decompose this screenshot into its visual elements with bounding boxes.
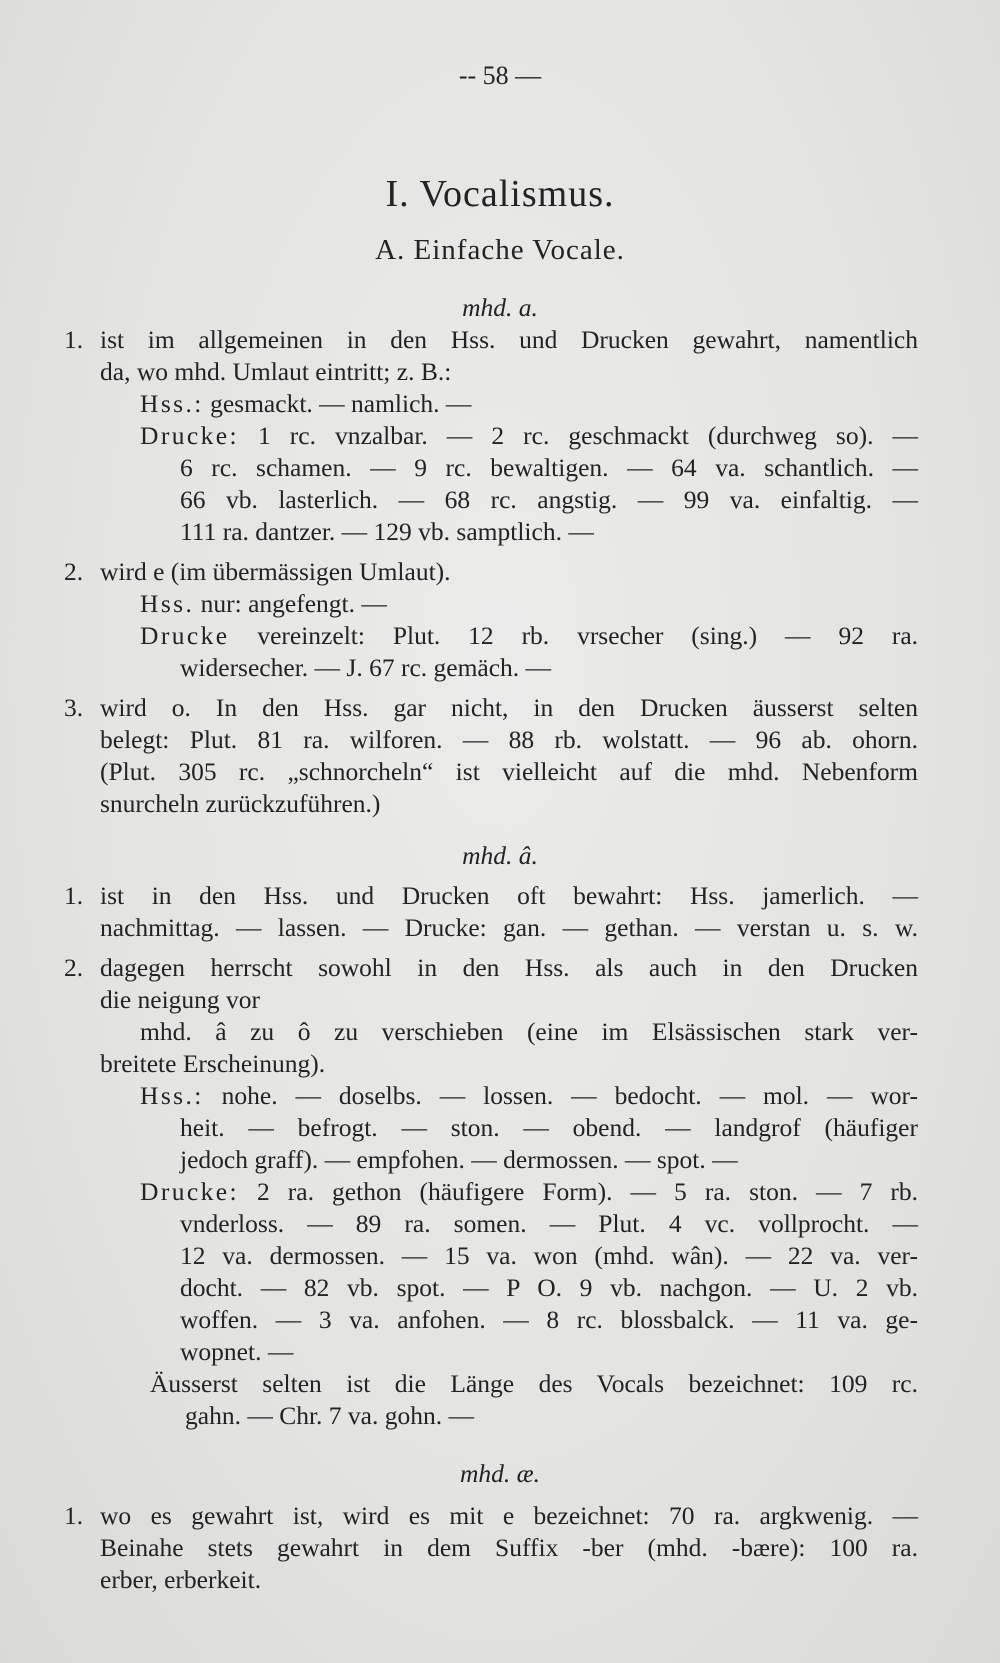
paragraph-line: mhd. â zu ô zu verschieben (eine im Elsässischen stark ver- [140, 1017, 918, 1046]
sublist-text: 2 ra. gethon (häufigere Form). — 5 ra. ston. — 7 rb. [257, 1177, 918, 1206]
item-number: 2. [64, 557, 84, 586]
paragraph-line: (Plut. 305 rc. „schnorcheln“ ist vielleicht auf die mhd. Nebenform [100, 757, 918, 786]
paragraph-line: gahn. — Chr. 7 va. gohn. — [185, 1401, 474, 1430]
paragraph-line: ist im allgemeinen in den Hss. und Drucken gewahrt, namentlich [100, 325, 918, 354]
item-number: 2. [64, 953, 84, 982]
sublist-label: Hss.: [140, 1081, 204, 1110]
sublist-line: 111 ra. dantzer. — 129 vb. samptlich. — [180, 517, 594, 546]
section-heading-a-long: mhd. â. [462, 841, 538, 870]
item-number: 1. [64, 1501, 84, 1530]
paragraph-line: nachmittag. — lassen. — Drucke: gan. — gethan. — verstan u. s. w. [100, 913, 918, 942]
paragraph-line: breitete Erscheinung). [100, 1049, 326, 1078]
item-number: 1. [64, 325, 84, 354]
page-number: -- 58 — [458, 61, 542, 90]
sublist-label: Drucke: [140, 421, 239, 450]
paragraph-line: ist in den Hss. und Drucken oft bewahrt: Hss. jamerlich. — [100, 881, 918, 910]
sublist-line [140, 388, 471, 420]
sublist-line: woffen. — 3 va. anfohen. — 8 rc. blossbalck. — 11 va. ge- [180, 1305, 918, 1334]
sublist-label: Drucke: [140, 1177, 239, 1206]
paragraph-line: wo es gewahrt ist, wird es mit e bezeichnet: 70 ra. argkwenig. — [100, 1501, 918, 1530]
sublist-line: 12 va. dermossen. — 15 va. won (mhd. wân). — 22 va. ver- [180, 1241, 918, 1270]
section-heading-a: mhd. a. [462, 293, 538, 322]
sublist-text: 1 rc. vnzalbar. — 2 rc. geschmackt (durchweg so). — [258, 421, 919, 450]
paragraph-line: dagegen herrscht sowohl in den Hss. als auch in den Drucken [100, 953, 918, 982]
sublist-label: Drucke [140, 621, 230, 650]
section-subtitle: A. Einfache Vocale. [375, 234, 625, 266]
paragraph-line: die neigung vor [100, 985, 261, 1014]
sublist-text: vereinzelt: Plut. 12 rb. vrsecher (sing.) — 92 ra. [257, 621, 919, 650]
paragraph-line: Äusserst selten ist die Länge des Vocals bezeichnet: 109 rc. [150, 1369, 918, 1398]
sublist-line: heit. — befrogt. — ston. — obend. — landgrof (häufiger [180, 1113, 918, 1142]
item-number: 3. [64, 693, 84, 722]
sublist-line [140, 588, 387, 620]
item-number: 1. [64, 881, 84, 910]
sublist-line [140, 1176, 918, 1208]
paragraph-line: Beinahe stets gewahrt in dem Suffix -ber (mhd. -bære): 100 ra. [100, 1533, 918, 1562]
section-heading-ae: mhd. æ. [459, 1459, 541, 1488]
sublist-line: vnderloss. — 89 ra. somen. — Plut. 4 vc. vollprocht. — [180, 1209, 918, 1238]
paragraph-line: belegt: Plut. 81 ra. wilforen. — 88 rb. wolstatt. — 96 ab. ohorn. [100, 725, 918, 754]
sublist-line: docht. — 82 vb. spot. — P O. 9 vb. nachgon. — U. 2 vb. [180, 1273, 918, 1302]
sublist-text: nohe. — doselbs. — lossen. — bedocht. — mol. — wor- [221, 1081, 918, 1110]
paragraph-line: wird o. In den Hss. gar nicht, in den Drucken äusserst selten [100, 693, 918, 722]
sublist-line: 66 vb. lasterlich. — 68 rc. angstig. — 99 va. einfaltig. — [180, 485, 918, 514]
sublist-line [140, 620, 918, 652]
paragraph-line: wird e (im übermässigen Umlaut). [100, 557, 451, 586]
sublist-line [140, 420, 918, 452]
sublist-line: wopnet. — [180, 1337, 294, 1366]
sublist-label: Hss. [140, 589, 195, 618]
sublist-text: nur: angefengt. — [200, 589, 387, 618]
sublist-label: Hss.: [140, 389, 204, 418]
sublist-line: 6 rc. schamen. — 9 rc. bewaltigen. — 64 va. schantlich. — [180, 453, 918, 482]
sublist-line: jedoch graff). — empfohen. — dermossen. — spot. — [180, 1145, 738, 1174]
sublist-text: gesmackt. — namlich. — [210, 389, 472, 418]
chapter-title: I. Vocalismus. [385, 173, 615, 215]
sublist-line: widersecher. — J. 67 rc. gemäch. — [180, 653, 552, 682]
sublist-line [140, 1080, 918, 1112]
paragraph-line: erber, erberkeit. [100, 1565, 262, 1594]
paragraph-line: snurcheln zurückzuführen.) [100, 789, 381, 818]
paragraph-line: da, wo mhd. Umlaut eintritt; z. B.: [100, 357, 452, 386]
